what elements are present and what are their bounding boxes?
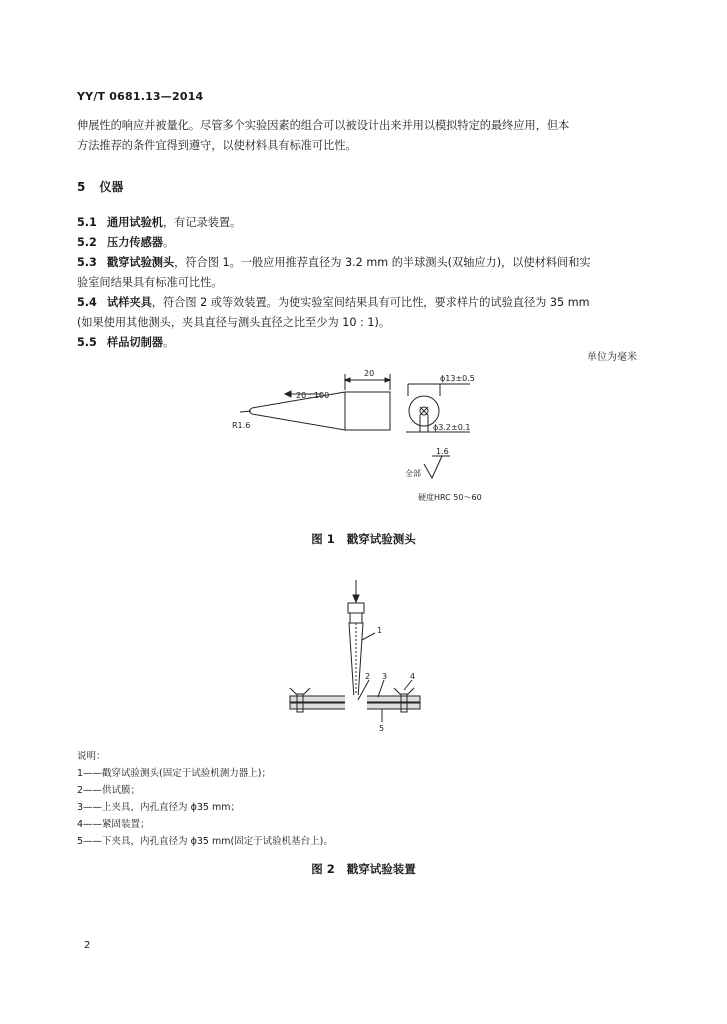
clause-number: 5.2 (77, 236, 97, 249)
figure-2-caption (0, 861, 727, 877)
page-number: 2 (84, 940, 91, 951)
clause-number: 5.5 (77, 336, 97, 349)
clause-number: 5.3 (77, 256, 97, 269)
clause-text: 。 (162, 336, 175, 349)
intro-line-1: 伸展性的响应并被量化。尽管多个实验因素的组合可以被设计出来并用以模拟特定的最终应用，但本 (77, 119, 570, 132)
tip-diameter-label: ϕ3.2±0.1 (433, 423, 471, 432)
callout-2: 2 (365, 672, 371, 681)
legend-item: 1——戳穿试验测头(固定于试验机测力器上)； (77, 768, 271, 779)
hardness-label: 硬度HRC 50～60 (418, 493, 482, 502)
legend-title: 说明： (77, 751, 106, 762)
clause-5-4-continued: (如果使用其他测头，夹具直径与测头直径之比至少为 10 : 1)。 (77, 316, 391, 329)
clause-text: ，符合图 2 或等效装置。为使实验室间结果具有可比性，要求样片的试验直径为 35 mm (151, 296, 590, 309)
figure-2-title: 戳穿试验装置 (346, 862, 416, 876)
legend-item: 3——上夹具，内孔直径为 ϕ35 mm； (77, 802, 240, 813)
figure-2-apparatus-drawing (0, 570, 727, 740)
left-wing-nut (290, 688, 310, 694)
unit-note: 单位为毫米 (587, 352, 637, 363)
figure-2-number: 图 2 (311, 862, 335, 876)
clause-5-3 (77, 253, 591, 273)
radius-label: R1.6 (232, 421, 251, 430)
figure-1-number: 图 1 (311, 532, 335, 546)
right-wing-nut (394, 688, 414, 694)
clause-term: 压力传感器 (107, 236, 163, 249)
section-title: 仪器 (99, 180, 124, 194)
roughness-all-label: 全部 (405, 469, 421, 478)
callout-5: 5 (379, 724, 385, 733)
section-heading (77, 178, 137, 195)
legend-item: 2——供试膜； (77, 785, 141, 796)
clause-number: 5.1 (77, 216, 97, 229)
clause-5-4 (77, 293, 590, 313)
legend-item: 5——下夹具，内孔直径为 ϕ35 mm(固定于试验机基台上)。 (77, 836, 333, 847)
clause-5-2 (77, 233, 174, 253)
clause-5-3-continued: 验室间结果具有标准可比性。 (77, 276, 223, 289)
roughness-symbol (424, 456, 442, 478)
outer-diameter-label: ϕ13±0.5 (440, 374, 475, 383)
taper-label: 20 : 100 (296, 391, 330, 400)
clause-term: 通用试验机 (107, 216, 163, 229)
clause-text: ，符合图 1。一般应用推荐直径为 3.2 mm 的半球测头(双轴应力)，以使材料间和实 (174, 256, 591, 269)
standard-code: YY/T 0681.13—2014 (77, 90, 204, 103)
callout-4: 4 (410, 672, 416, 681)
figure-1-title: 戳穿试验测头 (346, 532, 416, 546)
section-number: 5 (77, 180, 86, 194)
clause-term: 戳穿试验测头 (107, 256, 175, 269)
legend-item: 4——紧固装置； (77, 819, 150, 830)
figure-1-probe-drawing (0, 360, 727, 510)
clause-5-1 (77, 213, 241, 233)
clause-term: 试样夹具 (107, 296, 152, 309)
clause-5-5 (77, 333, 174, 353)
clause-text: 。 (162, 236, 175, 249)
callout-3: 3 (382, 672, 388, 681)
clause-number: 5.4 (77, 296, 97, 309)
clause-text: ，有记录装置。 (162, 216, 242, 229)
clause-term: 样品切制器 (107, 336, 163, 349)
figure-1-caption (0, 531, 727, 547)
length-label: 20 (364, 369, 375, 378)
intro-line-2: 方法推荐的条件宜得到遵守，以使材料具有标准可比性。 (77, 139, 357, 152)
roughness-value-label: 1.6 (436, 447, 449, 456)
callout-1: 1 (377, 626, 383, 635)
